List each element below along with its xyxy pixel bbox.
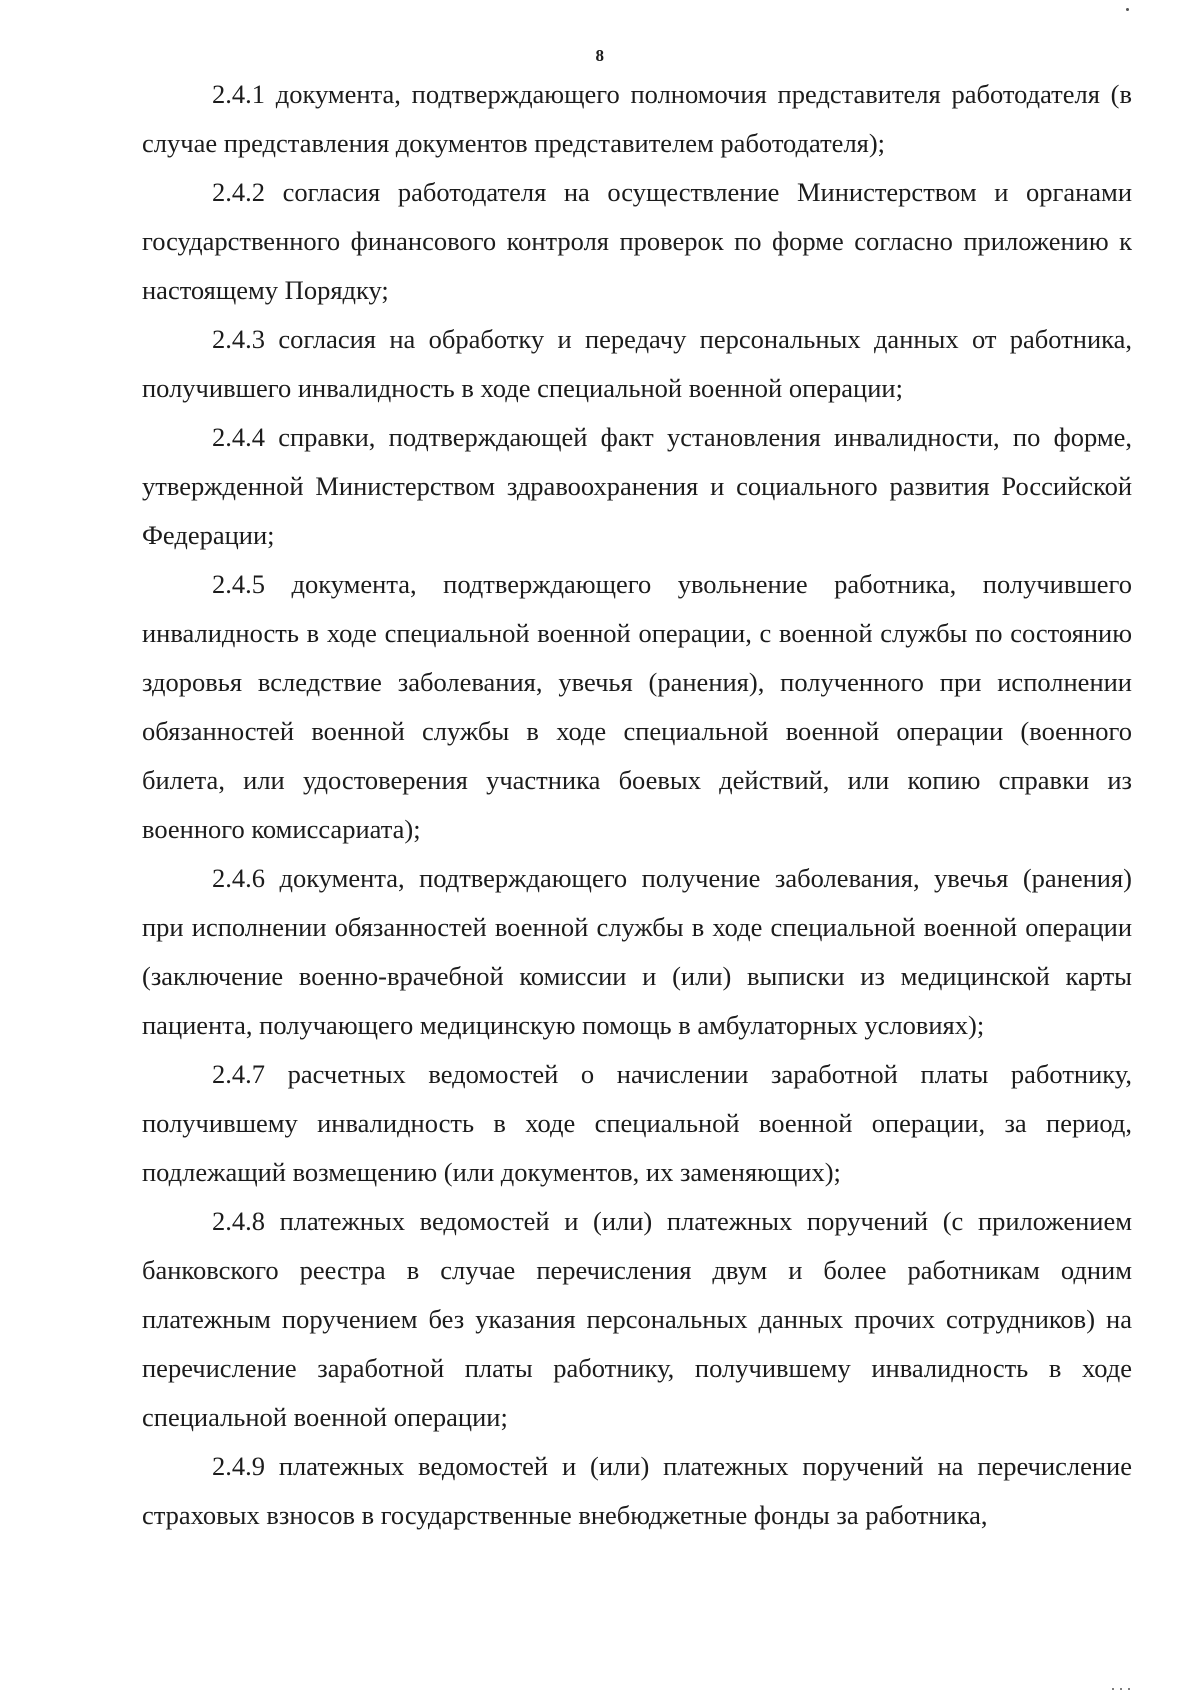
- document-body: [142, 70, 1132, 1540]
- paragraph-2-4-7: 2.4.7 расчетных ведомостей о начислении заработной платы работнику, получившему инвалидность в ходе специальной военной операции, за период, подлежащий возмещению (или документов, их заменяющих);: [142, 1059, 1132, 1187]
- paragraph-2-4-9: 2.4.9 платежных ведомостей и (или) платежных поручений на перечисление страховых взносов в государственные внебюджетные фонды за работника,: [142, 1451, 1132, 1530]
- scan-speck: [1126, 8, 1129, 11]
- scan-speck: [1112, 1688, 1114, 1690]
- paragraph-2-4-5: 2.4.5 документа, подтверждающего увольнение работника, получившего инвалидность в ходе специальной военной операции, с военной службы по состоянию здоровья вследствие заболевания, увечья (ранения), полученного при исполнении обязанностей военной службы в ходе специальной военной операции (военного билета, или удостоверения участника боевых действий, или копию справки из военного комиссариата);: [142, 569, 1132, 844]
- paragraph-2-4-2: 2.4.2 согласия работодателя на осуществление Министерством и органами государственного финансового контроля проверок по форме согласно приложению к настоящему Порядку;: [142, 177, 1132, 305]
- paragraph-2-4-4: 2.4.4 справки, подтверждающей факт установления инвалидности, по форме, утвержденной Министерством здравоохранения и социального развития Российской Федерации;: [142, 422, 1132, 550]
- scan-speck: [1120, 1688, 1122, 1690]
- paragraph-2-4-1: 2.4.1 документа, подтверждающего полномочия представителя работодателя (в случае представления документов представителем работодателя);: [142, 79, 1132, 158]
- page-number: 8: [595, 46, 605, 65]
- paragraph-2-4-6: 2.4.6 документа, подтверждающего получение заболевания, увечья (ранения) при исполнении обязанностей военной службы в ходе специальной военной операции (заключение военно-врачебной комиссии и (или) выписки из медицинской карты пациента, получающего медицинскую помощь в амбулаторных условиях);: [142, 863, 1132, 1040]
- paragraph-2-4-8: 2.4.8 платежных ведомостей и (или) платежных поручений (с приложением банковского реестра в случае перечисления двум и более работникам одним платежным поручением без указания персональных данных прочих сотрудников) на перечисление заработной платы работнику, получившему инвалидность в ходе специальной военной операции;: [142, 1206, 1132, 1432]
- paragraph-2-4-3: 2.4.3 согласия на обработку и передачу персональных данных от работника, получившего инвалидность в ходе специальной военной операции;: [142, 324, 1132, 403]
- scan-speck: [1128, 1688, 1130, 1690]
